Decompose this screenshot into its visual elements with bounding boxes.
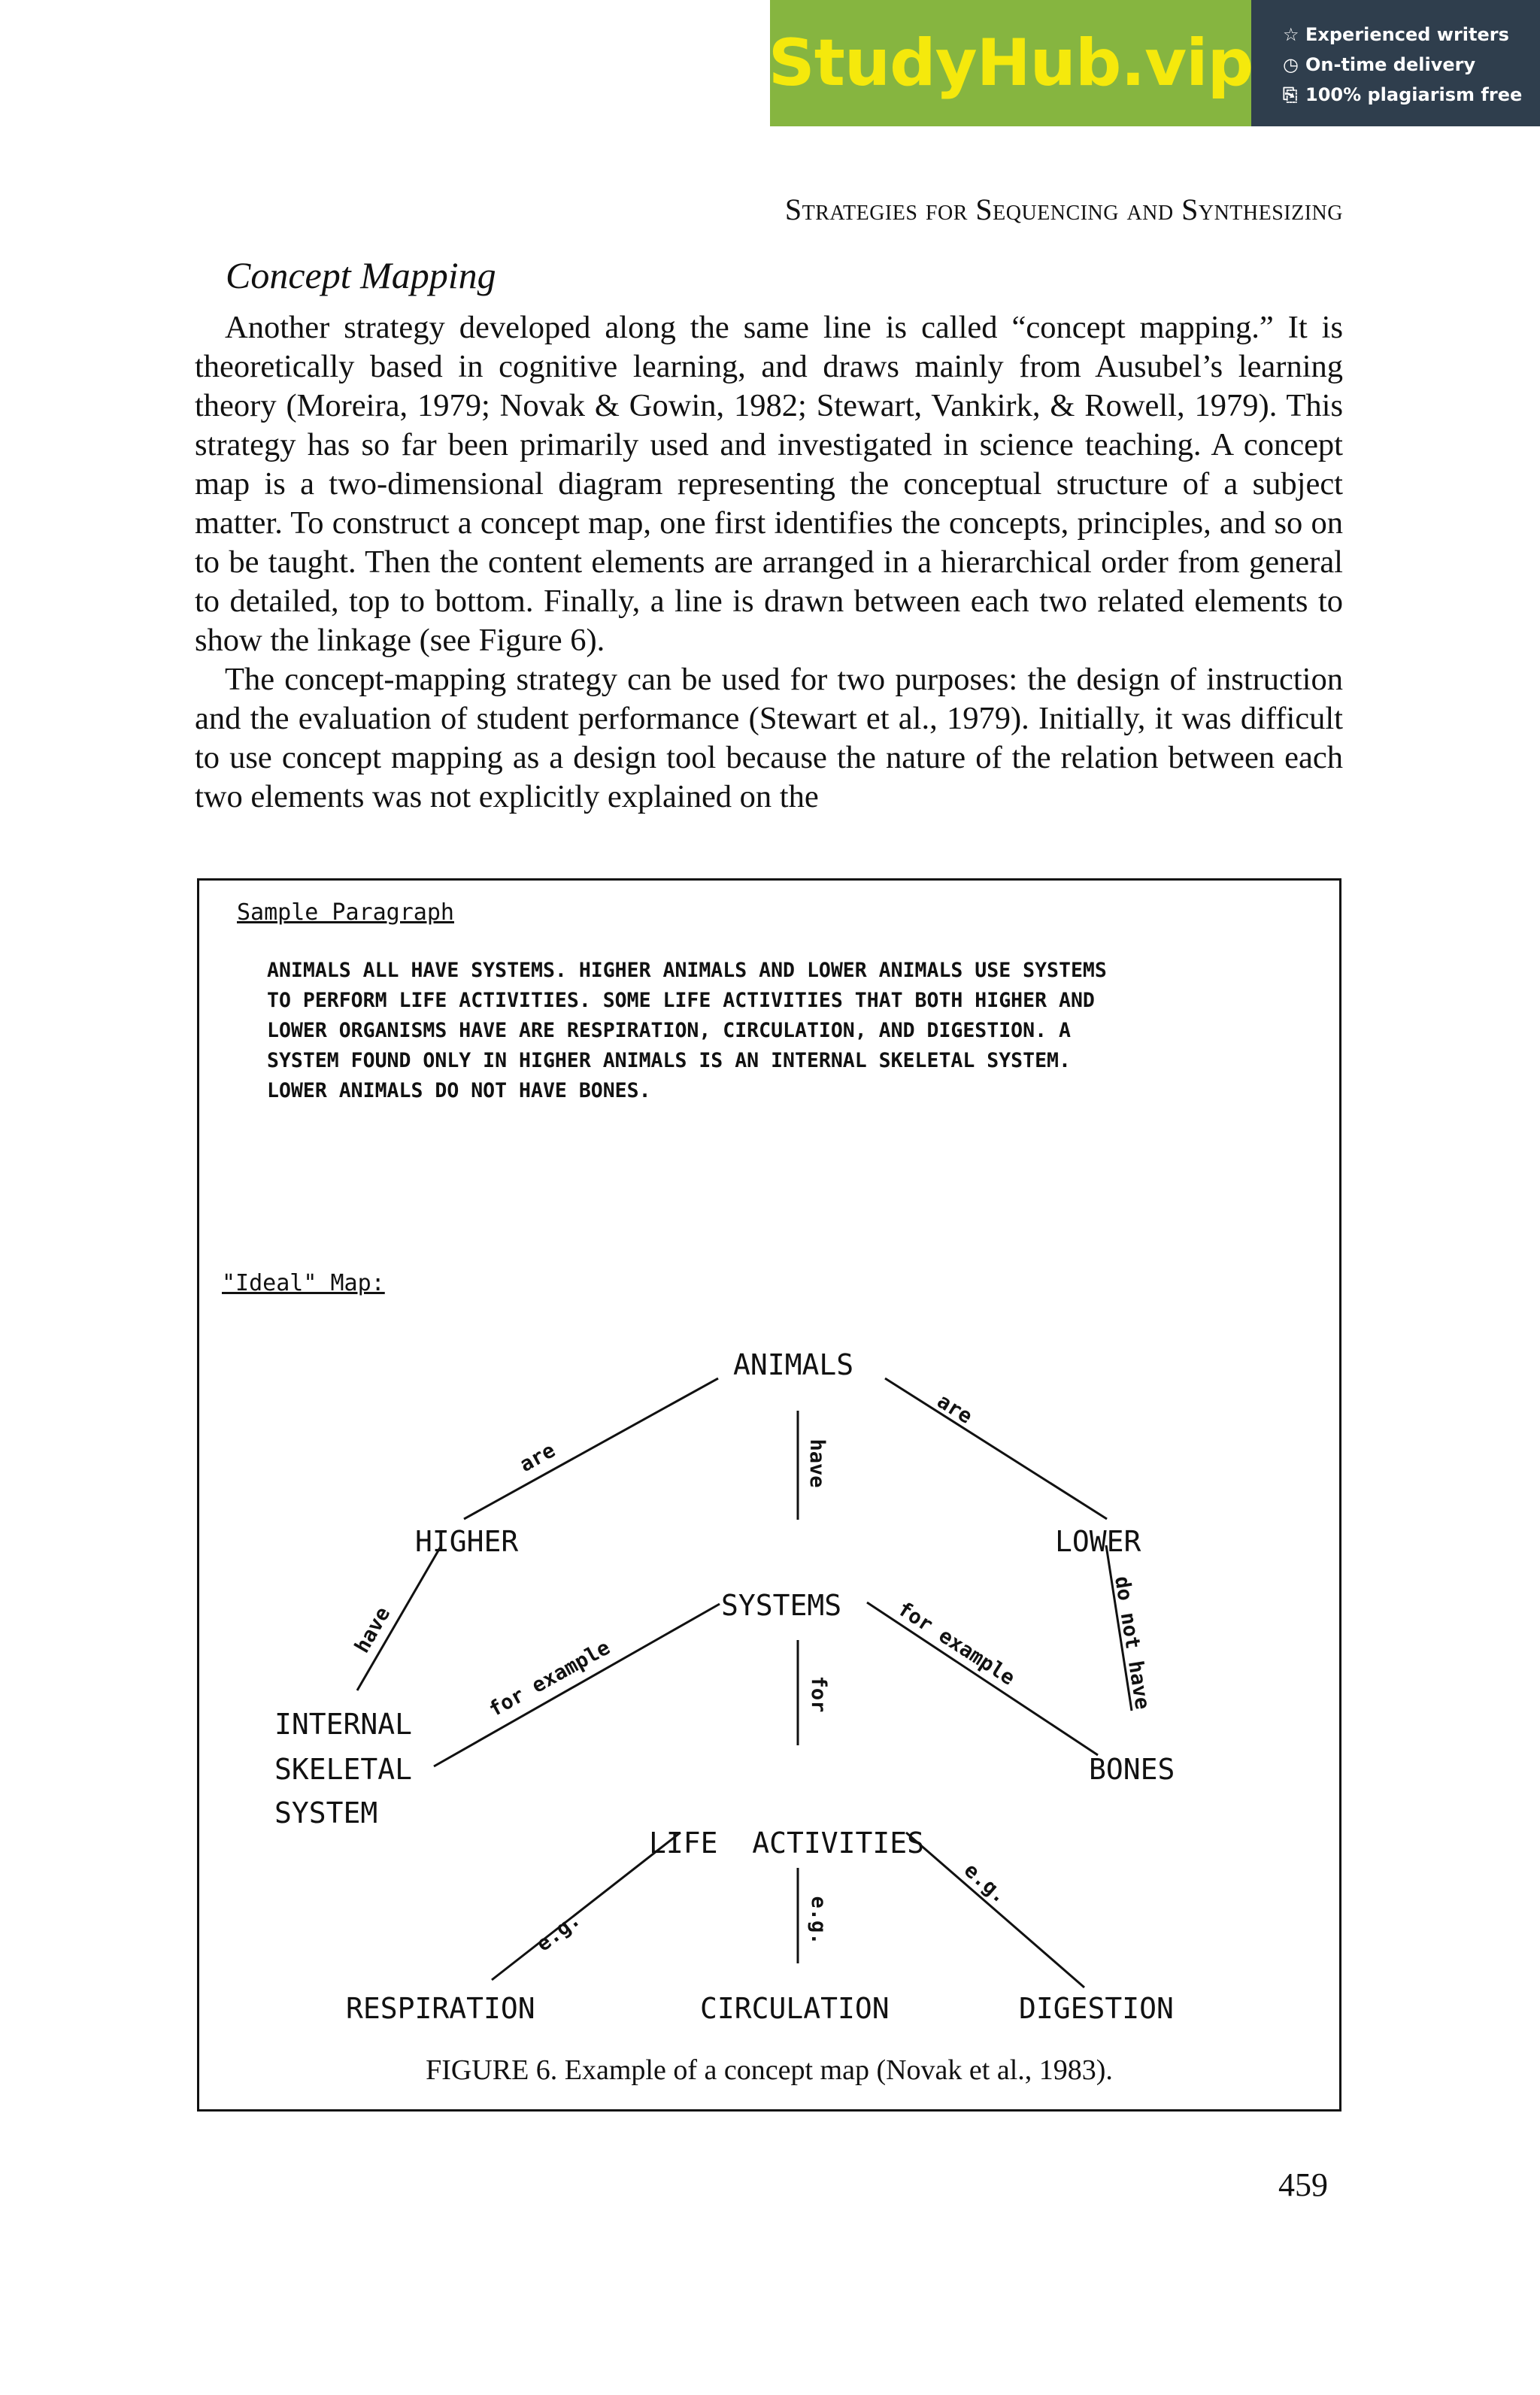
link-label-have: have: [805, 1439, 829, 1488]
link-label-eg: e.g.: [807, 1896, 830, 1945]
section-title: Concept Mapping: [226, 254, 496, 296]
document-icon: ⎘: [1283, 84, 1298, 105]
node-higher: HIGHER: [415, 1525, 519, 1558]
studyhub-logo[interactable]: StudyHub.vip: [770, 0, 1251, 126]
sample-line: SYSTEM FOUND ONLY IN HIGHER ANIMALS IS AN INTERNAL SKELETAL SYSTEM.: [267, 1049, 1071, 1072]
link-life-digestion: [906, 1833, 1084, 1987]
feature-item: ◷ On-time delivery: [1283, 50, 1540, 80]
figure-caption: FIGURE 6. Example of a concept map (Novak et al., 1983).: [426, 2054, 1113, 2086]
node-internal-skeletal-system: SKELETAL: [274, 1753, 413, 1786]
link-label-for-example: for example: [893, 1597, 1020, 1690]
node-circulation: CIRCULATION: [700, 1992, 890, 2025]
link-systems-bones: [867, 1602, 1098, 1755]
node-internal-skeletal-system: SYSTEM: [274, 1796, 378, 1830]
node-lower: LOWER: [1055, 1525, 1141, 1558]
clock-icon: ◷: [1283, 54, 1299, 75]
link-animals-higher: [464, 1378, 718, 1519]
sample-line: TO PERFORM LIFE ACTIVITIES. SOME LIFE ACTIVITIES THAT BOTH HIGHER AND: [267, 989, 1095, 1012]
sample-line: LOWER ANIMALS DO NOT HAVE BONES.: [267, 1079, 651, 1102]
node-digestion: DIGESTION: [1019, 1992, 1174, 2025]
link-label-for-example: for example: [485, 1636, 614, 1722]
link-animals-lower: [885, 1378, 1107, 1519]
figure-6: [197, 878, 1341, 2112]
node-bones: BONES: [1089, 1753, 1175, 1786]
node-respiration: RESPIRATION: [346, 1992, 535, 2025]
link-systems-internal: [434, 1604, 720, 1766]
concept-map: [199, 881, 1339, 2039]
paragraph: Another strategy developed along the same line is called “concept mapping.” It is theoretically based in cognitive learning, and draws mainly from Ausubel’s learning theory (Moreira, 1979; Novak & Gowin, 1982; Stewart, Vankirk, & Rowell, 1979). This strategy has so far been primarily used and investigated in science teaching. A concept map is a two-dimensional diagram representing the conceptual structure of a subject matter. To construct a concept map, one first identifies the concepts, principles, and so on to be taught. Then the content elements are arranged in a hierarchical order from general to detailed, top to bottom. Finally, a line is drawn between each two related elements to show the linkage (see Figure 6).: [195, 310, 1343, 658]
star-icon: ☆: [1283, 24, 1299, 45]
node-animals: ANIMALS: [733, 1348, 854, 1381]
feature-item: ☆ Experienced writers: [1283, 20, 1540, 50]
link-label-for: for: [807, 1675, 830, 1713]
body-text: [195, 308, 1343, 817]
link-label-eg: e.g.: [959, 1858, 1012, 1908]
link-label-do-not-have: do not have: [1110, 1574, 1154, 1711]
running-head: Strategies for Sequencing and Synthesizing: [784, 193, 1343, 226]
link-label-eg: e.g.: [532, 1908, 585, 1957]
ideal-map-title: "Ideal" Map:: [222, 1270, 385, 1296]
node-systems: SYSTEMS: [721, 1589, 842, 1622]
sample-line: ANIMALS ALL HAVE SYSTEMS. HIGHER ANIMALS AND LOWER ANIMALS USE SYSTEMS: [267, 959, 1107, 982]
sample-line: LOWER ORGANISMS HAVE ARE RESPIRATION, CIRCULATION, AND DIGESTION. A: [267, 1019, 1071, 1042]
link-label-have: have: [350, 1602, 396, 1657]
feature-list: [1251, 0, 1540, 126]
promo-banner[interactable]: [770, 0, 1540, 126]
feature-item: ⎘ 100% plagiarism free: [1283, 80, 1540, 110]
sample-paragraph-title: Sample Paragraph: [237, 899, 454, 926]
paragraph: The concept-mapping strategy can be used for two purposes: the design of instruction and the evaluation of student performance (Stewart et al., 1979). Initially, it was difficult to use concept mapping as a design tool because the nature of the relation between each two elements was not explicitly explained on the: [195, 662, 1343, 814]
page-number: 459: [1278, 2166, 1328, 2203]
link-label-are: are: [932, 1389, 977, 1429]
node-internal-skeletal-system: INTERNAL: [274, 1708, 413, 1741]
link-label-are: are: [516, 1439, 559, 1477]
node-life-activities: LIFE ACTIVITIES: [649, 1827, 925, 1860]
